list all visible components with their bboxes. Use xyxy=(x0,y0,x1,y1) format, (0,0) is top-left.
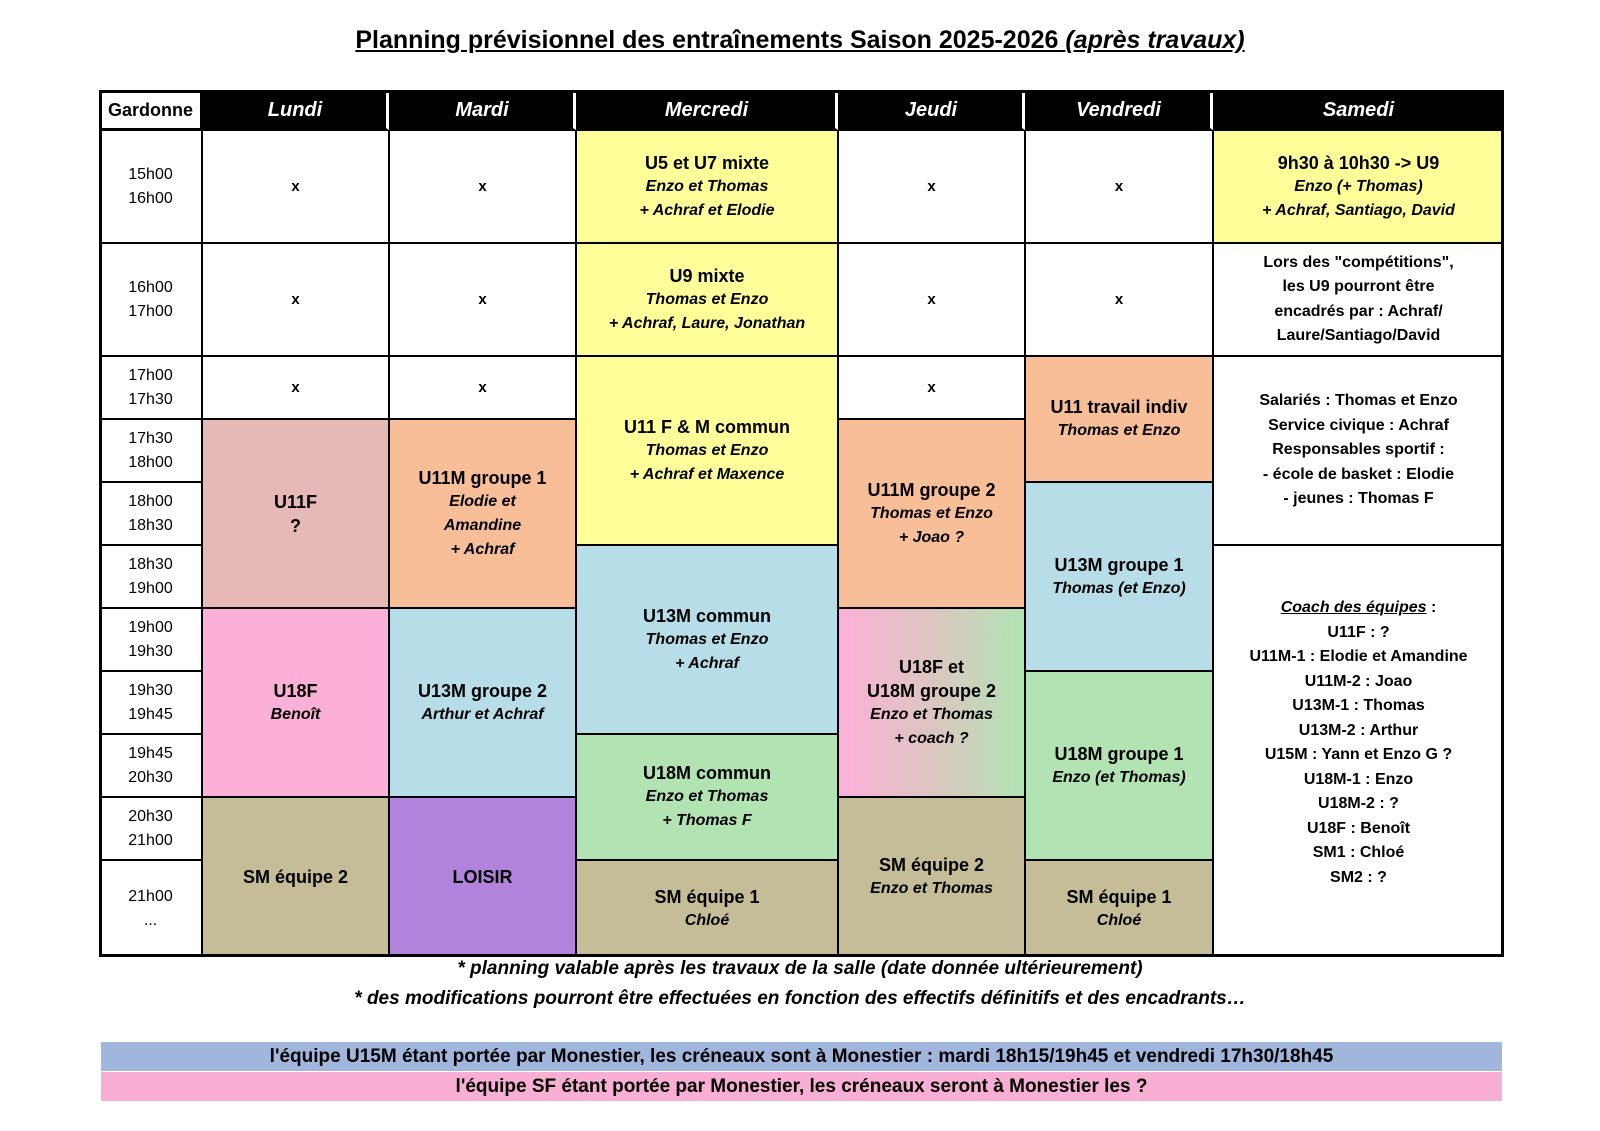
lundi-u11f-block: U11F ? xyxy=(202,419,389,608)
time-slot: 17h30 18h00 xyxy=(99,419,202,482)
title-italic: (après travaux) xyxy=(1065,26,1245,54)
time-slot: 19h45 20h30 xyxy=(99,734,202,797)
header-day-mercredi: Mercredi xyxy=(576,90,838,130)
time-slot: 21h00 ... xyxy=(99,860,202,957)
title-main: Planning prévisionnel des entraînements Saison 2025-2026 xyxy=(355,26,1059,54)
jeudi-empty-1600: x xyxy=(838,243,1025,356)
coach-heading: Coach des équipes : xyxy=(1280,599,1437,616)
lundi-empty-1500: x xyxy=(202,130,389,243)
lundi-empty-1600: x xyxy=(202,243,389,356)
time-slot: 17h00 17h30 xyxy=(99,356,202,419)
samedi-competitions-note: Lors des "compétitions", les U9 pourront être encadrés par : Achraf/ Laure/Santiago/David xyxy=(1213,243,1504,356)
jeudi-empty-1500: x xyxy=(838,130,1025,243)
vendredi-u18-block: U18M groupe 1 Enzo (et Thomas) xyxy=(1025,671,1213,860)
mercredi-u18-block: U18M commun Enzo et Thomas + Thomas F xyxy=(576,734,838,860)
mercredi-u5u7-block: U5 et U7 mixte Enzo et Thomas + Achraf et Elodie xyxy=(576,130,838,243)
mardi-empty-1700: x xyxy=(389,356,576,419)
mardi-empty-1500: x xyxy=(389,130,576,243)
vendredi-u11-block: U11 travail indiv Thomas et Enzo xyxy=(1025,356,1213,482)
mercredi-u11-block: U11 F & M commun Thomas et Enzo + Achraf et Maxence xyxy=(576,356,838,545)
vendredi-empty-1600: x xyxy=(1025,243,1213,356)
jeudi-empty-1700: x xyxy=(838,356,1025,419)
header-day-mardi: Mardi xyxy=(389,90,576,130)
header-day-vendredi: Vendredi xyxy=(1025,90,1213,130)
u15m-band: l'équipe U15M étant portée par Monestier, les créneaux sont à Monestier : mardi 18h15/19h45 et vendredi 17h30/18h45 xyxy=(101,1042,1502,1071)
time-slot: 16h00 17h00 xyxy=(99,243,202,356)
samedi-coach-list: Coach des équipes : U11F : ? U11M-1 : Elodie et Amandine U11M-2 : Joao U13M-1 : Thomas U13M-2 : Arthur U15M : Yann et Enzo G ? U18M-1 : Enzo U18M-2 : ? U18F : Benoît SM1 : Chloé SM2 : ? xyxy=(1213,545,1504,957)
time-slot: 18h00 18h30 xyxy=(99,482,202,545)
sf-band: l'équipe SF étant portée par Monestier, les créneaux seront à Monestier les ? xyxy=(101,1072,1502,1101)
lundi-empty-1700: x xyxy=(202,356,389,419)
vendredi-sm1-block: SM équipe 1 Chloé xyxy=(1025,860,1213,957)
samedi-u9-block: 9h30 à 10h30 -> U9 Enzo (+ Thomas) + Achraf, Santiago, David xyxy=(1213,130,1504,243)
vendredi-u13-block: U13M groupe 1 Thomas (et Enzo) xyxy=(1025,482,1213,671)
time-slot: 19h30 19h45 xyxy=(99,671,202,734)
header-day-lundi: Lundi xyxy=(202,90,389,130)
mardi-u13m2-block: U13M groupe 2 Arthur et Achraf xyxy=(389,608,576,797)
note-1: * planning valable après les travaux de la salle (date donnée ultérieurement) xyxy=(457,958,1143,979)
time-slot: 20h30 21h00 xyxy=(99,797,202,860)
lundi-u18f-block: U18F Benoît xyxy=(202,608,389,797)
samedi-staff-note: Salariés : Thomas et Enzo Service civique : Achraf Responsables sportif : - école de basket : Elodie - jeunes : Thomas F xyxy=(1213,356,1504,545)
time-slot: 19h00 19h30 xyxy=(99,608,202,671)
header-day-samedi: Samedi xyxy=(1213,90,1504,130)
time-slot: 15h00 16h00 xyxy=(99,130,202,243)
jeudi-u18-block: U18F et U18M groupe 2 Enzo et Thomas + coach ? xyxy=(838,608,1025,797)
note-2: * des modifications pourront être effectuées en fonction des effectifs définitifs et des encadrants… xyxy=(354,988,1246,1009)
jeudi-sm2-block: SM équipe 2 Enzo et Thomas xyxy=(838,797,1025,957)
mardi-loisir-block: LOISIR xyxy=(389,797,576,957)
time-slot: 18h30 19h00 xyxy=(99,545,202,608)
lundi-sm2-block: SM équipe 2 xyxy=(202,797,389,957)
jeudi-u11m2-block: U11M groupe 2 Thomas et Enzo + Joao ? xyxy=(838,419,1025,608)
mardi-empty-1600: x xyxy=(389,243,576,356)
mercredi-u9-block: U9 mixte Thomas et Enzo + Achraf, Laure, Jonathan xyxy=(576,243,838,356)
vendredi-empty-1500: x xyxy=(1025,130,1213,243)
mercredi-u13-block: U13M commun Thomas et Enzo + Achraf xyxy=(576,545,838,734)
header-corner: Gardonne xyxy=(99,90,202,130)
header-day-jeudi: Jeudi xyxy=(838,90,1025,130)
mercredi-sm1-block: SM équipe 1 Chloé xyxy=(576,860,838,957)
page-title xyxy=(0,26,1600,55)
mardi-u11m1-block: U11M groupe 1 Elodie et Amandine + Achraf xyxy=(389,419,576,608)
